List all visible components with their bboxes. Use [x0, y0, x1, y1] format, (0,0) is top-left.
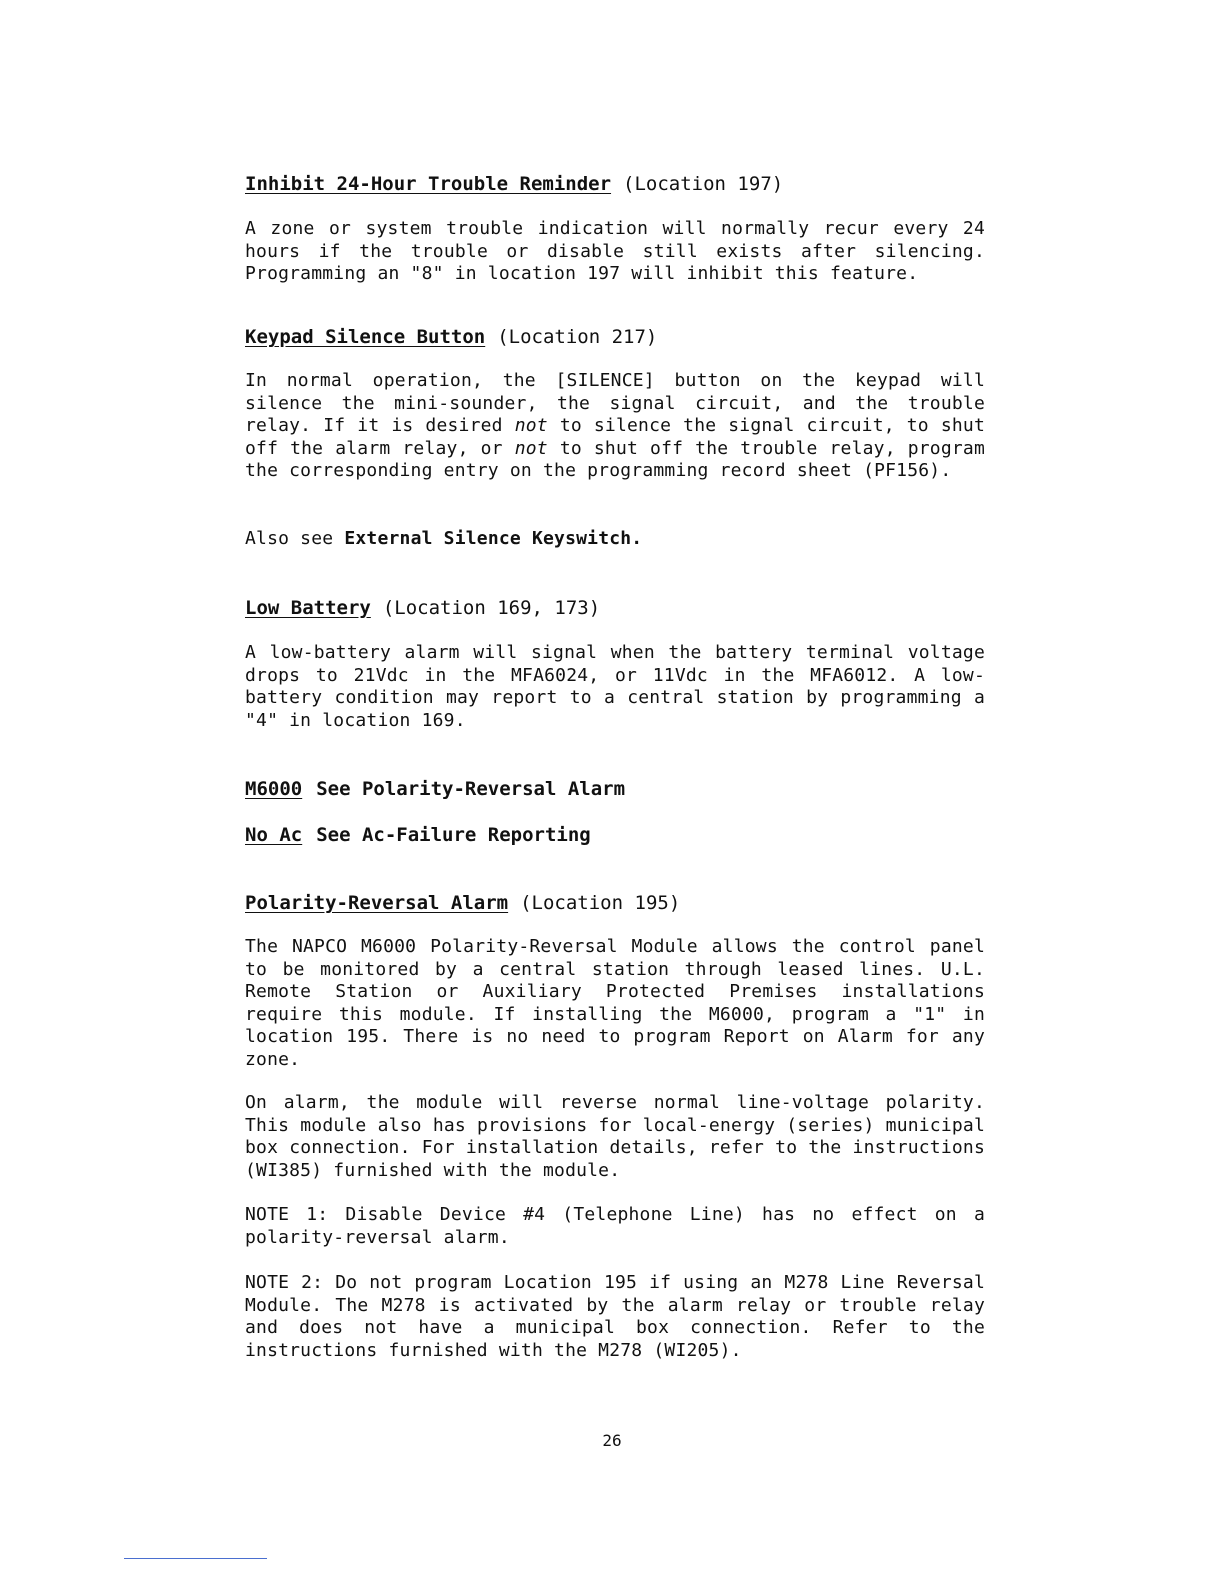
inhibit-location: (Location 197) — [623, 173, 784, 195]
polarity-body-1: The NAPCO M6000 Polarity-Reversal Module allows the control panel to be monitored by a central station through leased lines. U.L. Remote Station or Auxiliary Protected Premises installations require this module. If installing the M6000, program a "1" in location 195. There is no need to program Report on Alarm for any zone. — [245, 936, 985, 1070]
low-battery-title: Low Battery — [245, 597, 371, 619]
keypad-body-part-2: to silence the signal circuit, to shut off the alarm relay, or — [245, 415, 985, 459]
page-number: 26 — [602, 1431, 622, 1450]
polarity-note-1: NOTE 1: Disable Device #4 (Telephone Line) has no effect on a polarity-reversal alarm. — [245, 1204, 985, 1248]
keypad-emphasis-not-2: not — [514, 437, 548, 459]
keypad-emphasis-not-1: not — [514, 415, 548, 436]
keypad-body — [245, 370, 985, 483]
inhibit-heading — [245, 172, 985, 196]
polarity-heading — [245, 891, 985, 915]
keypad-body-part-1: In normal operation, the [SILENCE] button on the keypad will silence the mini-sounder, the signal circuit, and the trouble relay. If it is desired — [245, 370, 985, 436]
polarity-body-2: On alarm, the module will reverse normal line-voltage polarity. This module also has provisions for local-energy (series) municipal box connection. For installation details, refer to the instructions (WI385) furnished with the module. — [245, 1092, 985, 1181]
inhibit-title: Inhibit 24-Hour Trouble Reminder — [245, 173, 612, 195]
no-ac-see: See Ac-Failure Reporting — [316, 824, 591, 846]
low-battery-location: (Location 169, 173) — [382, 597, 601, 619]
polarity-location: (Location 195) — [520, 892, 681, 914]
keypad-also-prefix: Also see — [245, 528, 345, 549]
keypad-also-see — [245, 528, 985, 551]
keypad-heading — [245, 325, 985, 349]
keypad-location: (Location 217) — [497, 326, 658, 348]
low-battery-body: A low-battery alarm will signal when the battery terminal voltage drops to 21Vdc in the MFA6024, or 11Vdc in the MFA6012. A low-battery condition may report to a central station by programming a "4" in location 169. — [245, 642, 985, 731]
m6000-title: M6000 — [245, 778, 303, 800]
inhibit-body: A zone or system trouble indication will normally recur every 24 hours if the trouble or disable still exists after silencing. Programming an "8" in location 197 will inhibit this feature. — [245, 218, 985, 284]
keypad-body-part-3: to shut off the trouble relay, program the corresponding entry on the programming record sheet (PF156). — [245, 437, 985, 481]
m6000-ref — [245, 777, 985, 801]
low-battery-heading — [245, 596, 985, 620]
keypad-title: Keypad Silence Button — [245, 326, 486, 348]
no-ac-ref — [245, 823, 985, 847]
polarity-note-2: NOTE 2: Do not program Location 195 if using an M278 Line Reversal Module. The M278 is activated by the alarm relay or trouble relay and does not have a municipal box connection. Refer to the instructions furnished with the M278 (WI205). — [245, 1272, 985, 1361]
polarity-title: Polarity-Reversal Alarm — [245, 892, 509, 914]
m6000-see: See Polarity-Reversal Alarm — [316, 778, 626, 800]
no-ac-title: No Ac — [245, 824, 303, 846]
bottom-rule — [124, 1558, 267, 1559]
keypad-also-ref: External Silence Keyswitch. — [344, 528, 643, 549]
